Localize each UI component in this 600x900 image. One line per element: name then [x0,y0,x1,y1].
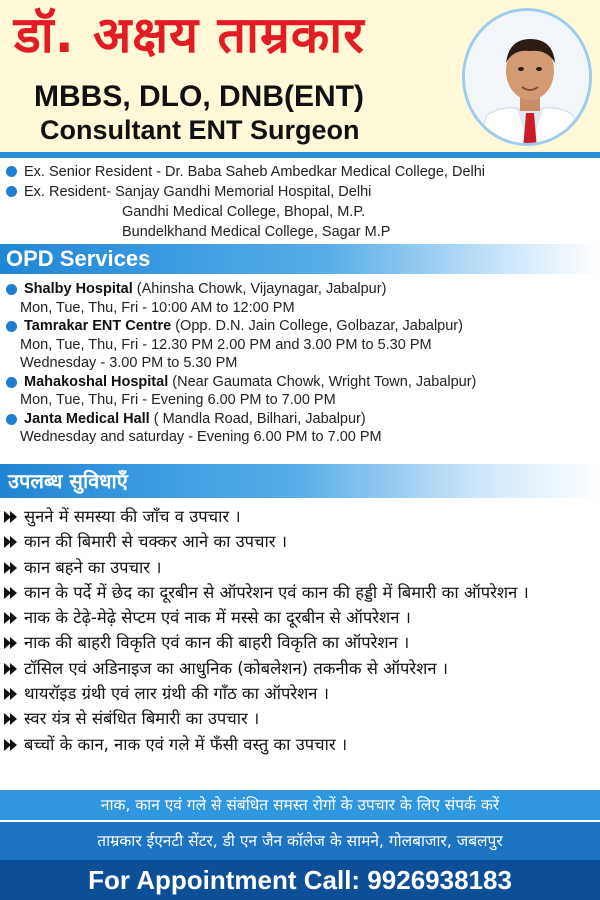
doctor-title: Consultant ENT Surgeon [40,115,360,145]
facility-item: सुनने में समस्या की जाँच व उपचार । [4,504,529,529]
facility-item: नाक के टेढ़े-मेढ़े सेप्टम एवं नाक में मस्से का दूरबीन से ऑपरेशन । [4,605,529,630]
hospital-address: (Near Gaumata Chowk, Wright Town, Jabalpur) [168,373,477,390]
facilities-heading: उपलब्ध सुविधाएँ [0,464,600,498]
arrow-right-icon [4,688,18,700]
opd-timing: Mon, Tue, Thu, Fri - Evening 6.00 PM to 7.00 PM [20,392,336,408]
blue-dot-icon [6,414,17,425]
arrow-right-icon [4,536,18,548]
opd-item [6,410,476,429]
opd-services-heading: OPD Services [0,244,600,274]
contact-tagline: नाक, कान एवं गले से संबंधित समस्त रोगों के उपचार के लिए संपर्क करें [0,790,600,820]
blue-dot-icon [6,166,17,177]
facility-item: स्वर यंत्र से संबंधित बिमारी का उपचार । [4,706,529,731]
hospital-address: (Ahinsha Chowk, Vijaynagar, Jabalpur) [132,281,387,297]
experience-item-continued: Bundelkhand Medical College, Sagar M.P [122,224,391,240]
blue-dot-icon [6,284,17,295]
arrow-right-icon [4,511,18,523]
blue-dot-icon [6,321,17,332]
header-divider [0,152,600,158]
hospital-name: Shalby Hospital [24,281,133,297]
opd-timing: Wednesday - 3.00 PM to 5.30 PM [20,355,238,371]
facility-item: नाक की बाहरी विकृति एवं कान की बाहरी विकृति का ऑपरेशन । [4,630,529,655]
blue-dot-icon [6,377,17,388]
experience-list [6,162,485,242]
hospital-name: Tamrakar ENT Centre [24,318,172,334]
arrow-right-icon [4,713,18,725]
arrow-right-icon [4,612,18,624]
appointment-phone[interactable]: For Appointment Call: 9926938183 [0,860,600,900]
facility-item: थायरॉइड ग्रंथी एवं लार ग्रंथी की गाँठ का ऑपरेशन । [4,681,529,706]
facility-item: टॉसिल एवं अडिनाइज का आधुनिक (कोबलेशन) तकनीक से ऑपरेशन । [4,656,529,681]
opd-timing: Wednesday and saturday - Evening 6.00 PM to 7.00 PM [20,429,382,445]
facility-item: कान की बिमारी से चक्कर आने का उपचार । [4,529,529,554]
arrow-right-icon [4,562,18,574]
doctor-degrees: MBBS, DLO, DNB(ENT) [34,80,364,113]
arrow-right-icon [4,637,18,649]
doctor-photo [462,8,592,146]
opd-timing: Mon, Tue, Thu, Fri - 12.30 PM 2.00 PM and 3.00 PM to 5.30 PM [20,336,432,353]
header [0,0,600,152]
hospital-name: Mahakoshal Hospital [24,373,169,390]
opd-item [6,280,476,299]
blue-dot-icon [6,186,17,197]
facility-item: कान बहने का उपचार । [4,555,529,580]
hospital-address: (Opp. D.N. Jain College, Golbazar, Jabalpur) [171,318,463,334]
opd-list [6,280,476,447]
facility-item: बच्चों के कान, नाक एवं गले में फँसी वस्तु का उपचार । [4,732,529,757]
opd-timing: Mon, Tue, Thu, Fri - 10:00 AM to 12:00 PM [20,299,295,316]
facility-item: कान के पर्दे में छेद का दूरबीन से ऑपरेशन एवं कान की हड्डी में बिमारी का ऑपरेशन । [4,580,529,605]
arrow-right-icon [4,739,18,751]
opd-item [6,317,476,336]
doctor-portrait-image [465,11,592,146]
arrow-right-icon [4,663,18,675]
opd-item [6,373,476,392]
experience-item-continued: Gandhi Medical College, Bhopal, M.P. [122,204,366,220]
facilities-list [4,504,529,757]
hospital-address: ( Mandla Road, Bilhari, Jabalpur) [149,410,366,427]
clinic-address: ताम्रकार ईएनटी सेंटर, डी एन जैन कॉलेज के सामने, गोलबाजार, जबलपुर [0,822,600,860]
hospital-name: Janta Medical Hall [24,410,150,427]
experience-item: Ex. Resident- Sanjay Gandhi Memorial Hospital, Delhi [6,182,485,202]
doctor-name: डॉ. अक्षय ताम्रकार [14,6,365,64]
arrow-right-icon [4,587,18,599]
experience-item: Ex. Senior Resident - Dr. Baba Saheb Ambedkar Medical College, Delhi [6,162,485,182]
